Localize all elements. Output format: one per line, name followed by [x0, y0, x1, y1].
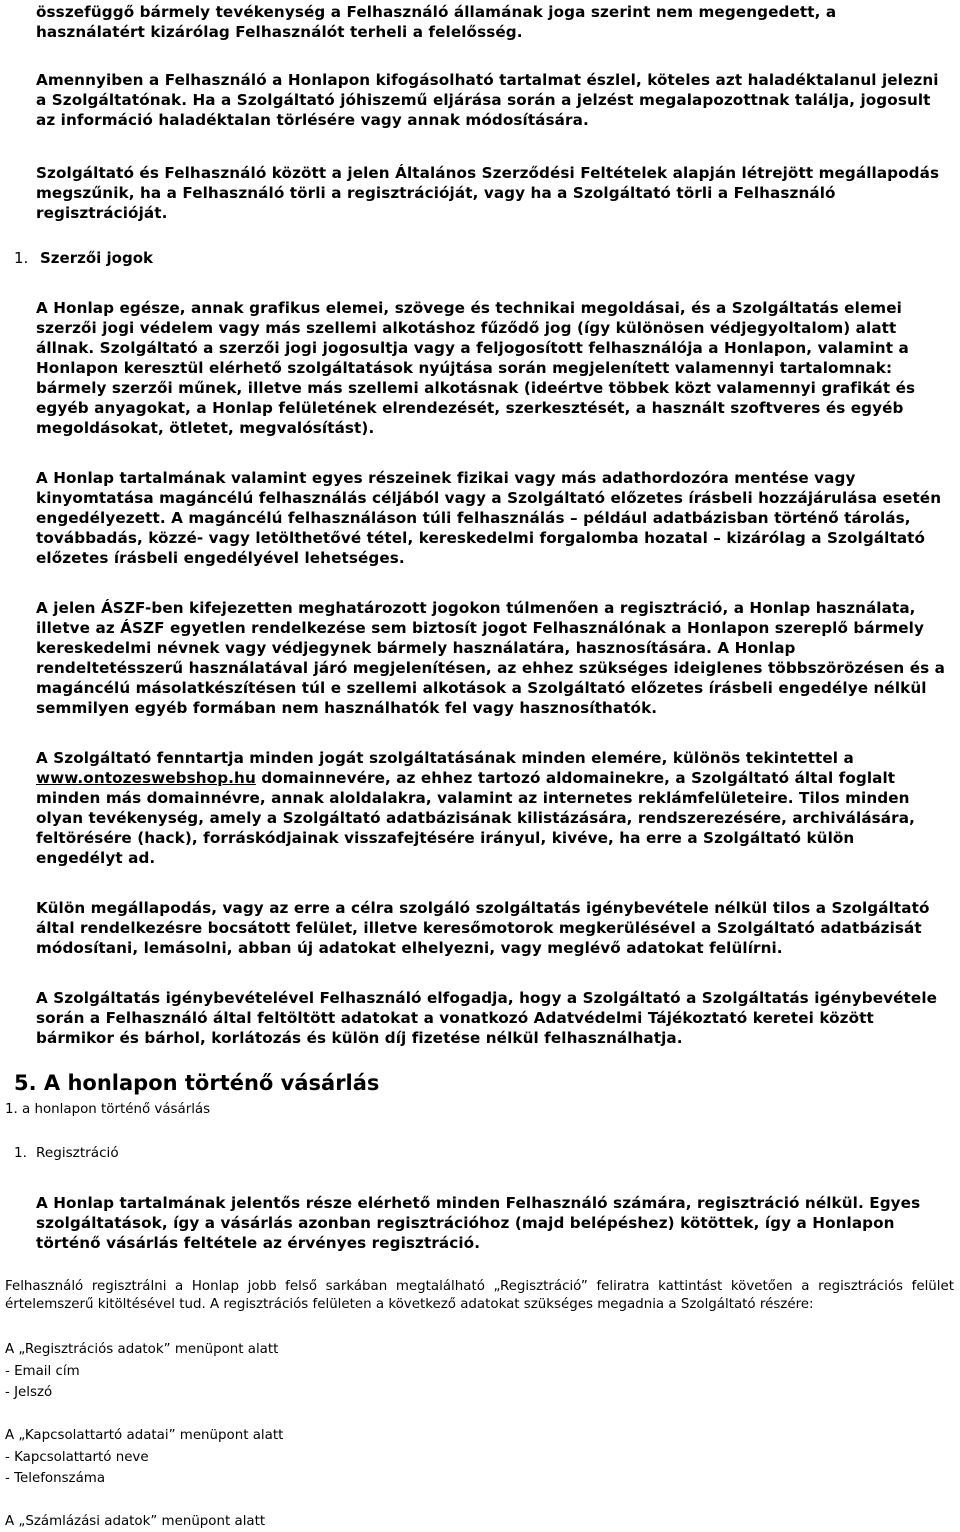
registration-number: 1.	[14, 1145, 27, 1161]
paragraph-objection: Amennyiben a Felhasználó a Honlapon kifogásolható tartalmat észlel, köteles azt haladéktalanul jelezni a Szolgáltatónak. Ha a Szolgáltató jóhiszemű eljárása során a jelzést megalapozottnak találja, jogosult az információ haladéktalan törlésére vagy annak módosítására.	[36, 71, 939, 129]
domain-link[interactable]: www.ontozeswebshop.hu	[36, 769, 256, 787]
registration-title: Regisztráció	[36, 1145, 119, 1161]
paragraph-separate-agreement: Külön megállapodás, vagy az erre a célra szolgáló szolgáltatás igénybevétele nélkül tilos a Szolgáltató által rendelkezésre bocsátott felület, illetve keresőmotorok megkerülésével a Szolgáltató adatbázisát módosítani, lemásolni, abban új adatokat elhelyezni, vagy meglévő adatokat felülírni.	[36, 899, 930, 957]
subsection-label: 1. a honlapon történő vásárlás	[5, 1102, 211, 1117]
section-number: 1.	[14, 249, 29, 267]
paragraph-intro: összefüggő bármely tevékenység a Felhasználó államának joga szerint nem megengedett, a használatért kizárólag Felhasználót terheli a felelősség.	[36, 3, 837, 41]
group-heading: A „Számlázási adatok” menüpont alatt	[5, 1514, 266, 1529]
field-item: - Telefonszáma	[5, 1471, 106, 1487]
group-heading: A „Regisztrációs adatok” menüpont alatt	[5, 1342, 279, 1357]
rights-text-after: domainnevére, az ehhez tartozó aldomainekre, a Szolgáltató által foglalt minden más domainnévre, annak aloldalakra, valamint az internetes reklámfelületeire. Tilos minden olyan tevékenység, amely a Szolgáltató adatbázisának kilistázására, rendszerezésére, archiválására, feltörésére (hack), forráskódjainak visszafejtésére irányul, kivéve, ha erre a Szolgáltató külön engedélyt ad.	[36, 769, 915, 867]
rights-text-before: A Szolgáltató fenntartja minden jogát szolgáltatásának minden elemére, különös tekintettel a	[36, 749, 854, 767]
field-item: - Kapcsolattartó neve	[5, 1449, 149, 1465]
paragraph-registration: A Honlap tartalmának jelentős része elérhető minden Felhasználó számára, regisztráció nélkül. Egyes szolgáltatások, így a vásárlás azonban regisztrációhoz (majd belépéshez) kötöttek, így a Honlapon történő vásárlás feltétele az érvényes regisztráció.	[36, 1194, 921, 1252]
registration-fields-group-1	[0, 1339, 284, 1404]
group-heading: A „Kapcsolattartó adatai” menüpont alatt	[5, 1428, 284, 1443]
registration-heading	[0, 1143, 119, 1163]
paragraph-copyright-1: A Honlap egésze, annak grafikus elemei, szövege és technikai megoldásai, és a Szolgáltatás elemei szerzői jogi védelem vagy más szellemi alkotáshoz fűződő jog (így különösen védjegyoltalom) alatt állnak. Szolgáltató a szerzői jogi jogosultja vagy a feljogosított felhasználója a Honlapon, valamint a Honlapon keresztül elérhető szolgáltatások nyújtása során megjelenített valamennyi tartalomnak: bármely szerzői műnek, illetve más szellemi alkotásnak (ideértve többek közt valamennyi grafikát és egyéb anyagokat, a Honlap felületének elrendezését, szerkesztését, a használt szoftveres és egyéb megoldásokat, ötletet, megvalósítást).	[36, 299, 916, 437]
paragraph-rights	[0, 748, 960, 868]
field-item: - Email cím	[5, 1363, 80, 1379]
paragraph-copyright-3: A jelen ÁSZF-ben kifejezetten meghatározott jogokon túlmenően a regisztráció, a Honlap használata, illetve az ÁSZF egyetlen rendelkezése sem biztosít jogot Felhasználónak a Honlapon szereplő bármely kereskedelmi névnek vagy védjegynek bármely használatára, hasznosítására. A Honlap rendeltetésszerű használatával járó megjelenítésen, az ehhez szükséges ideiglenes többszörözésen és a magáncélú másolatkészítésen túl e szellemi alkotások a Szolgáltató előzetes írásbeli engedélye nélkül semmilyen egyéb formában nem használhatók fel vagy hasznosíthatók.	[36, 599, 945, 717]
paragraph-termination: Szolgáltató és Felhasználó között a jelen Általános Szerződési Feltételek alapján létrejött megállapodás megszűnik, ha a Felhasználó törli a regisztrációját, vagy ha a Szolgáltató törli a Felhasználó regisztrációját.	[36, 164, 940, 222]
section-title: Szerzői jogok	[40, 249, 153, 267]
registration-fields-group-2	[0, 1425, 289, 1490]
paragraph-data-use: A Szolgáltatás igénybevételével Felhasználó elfogadja, hogy a Szolgáltató a Szolgáltatás igénybevétele során a Felhasználó által feltöltött adatokat a vonatkozó Adatvédelmi Tájékoztató keretei között bármikor és bárhol, korlátozás és külön díj fizetése nélkül felhasználhatja.	[36, 989, 938, 1047]
section-heading-copyright	[0, 248, 153, 268]
section-5-heading: 5. A honlapon történő vásárlás	[14, 1071, 380, 1095]
registration-fields-group-3	[0, 1512, 271, 1532]
field-item: - Jelszó	[5, 1385, 53, 1401]
paragraph-registration-howto: Felhasználó regisztrálni a Honlap jobb felső sarkában megtalálható „Regisztráció” feliratra kattintást követően a regisztrációs felület értelemszerű kitöltésével tud. A regisztrációs felületen a következő adatokat szükséges megadnia a Szolgáltató részére:	[5, 1279, 954, 1312]
paragraph-copyright-2: A Honlap tartalmának valamint egyes részeinek fizikai vagy más adathordozóra mentése vagy kinyomtatása magáncélú felhasználás céljából vagy a Szolgáltató előzetes írásbeli hozzájárulása esetén engedélyezett. A magáncélú felhasználáson túli felhasználás – például adatbázisban történő tárolás, továbbadás, közzé- vagy letölthetővé tétel, kereskedelmi forgalomba hozatal – kizárólag a Szolgáltató előzetes írásbeli engedélyével lehetséges.	[36, 469, 942, 567]
